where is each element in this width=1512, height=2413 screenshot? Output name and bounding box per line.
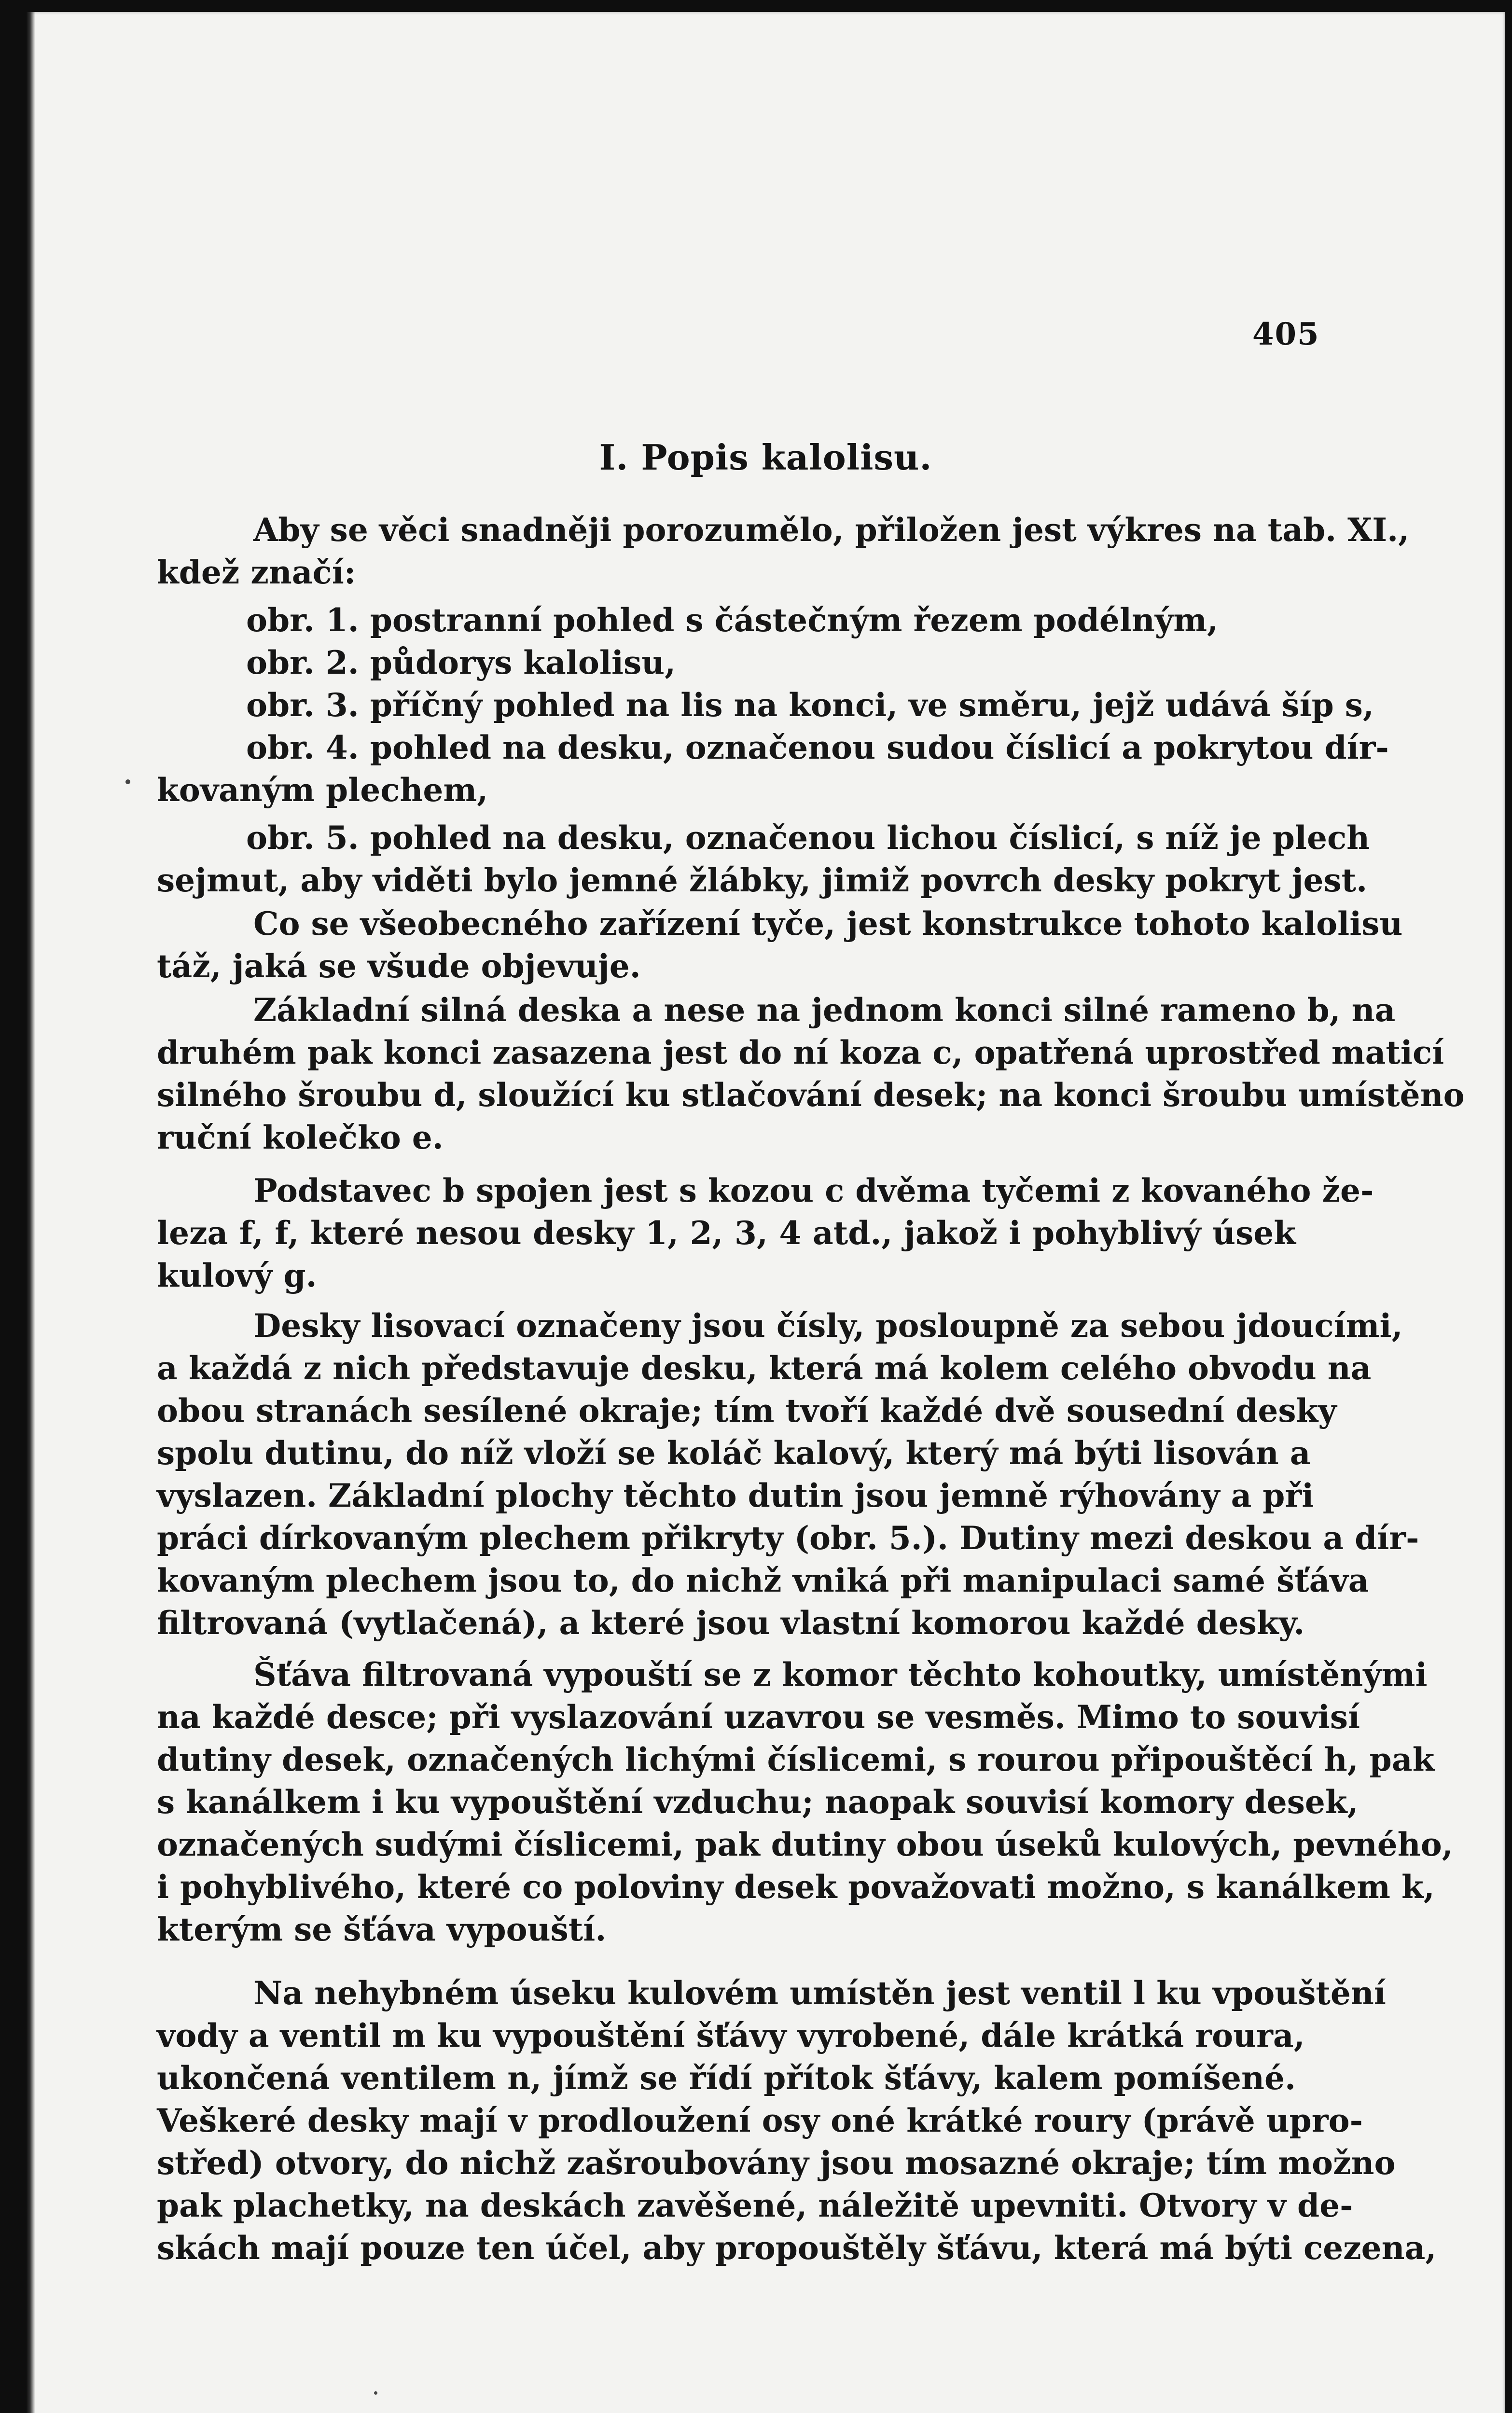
text-line: vyslazen. Základní plochy těchto dutin jsou jemně rýhovány a při	[157, 1477, 1314, 1514]
text-line: kterým se šťáva vypouští.	[157, 1911, 607, 1948]
text-line: ukončená ventilem n, jímž se řídí přítok šťávy, kalem pomíšené.	[157, 2059, 1296, 2097]
text-line: obr. 2. půdorys kalolisu,	[246, 644, 676, 681]
text-line: kovaným plechem jsou to, do nichž vniká při manipulaci samé šťáva	[157, 1562, 1369, 1599]
text-line: s kanálkem i ku vypouštění vzduchu; naopak souvisí komory desek,	[157, 1783, 1359, 1821]
text-line: silného šroubu d, sloužící ku stlačování desek; na konci šroubu umístěno	[157, 1076, 1465, 1114]
text-line: Veškeré desky mají v prodloužení osy oné krátké roury (právě upro-	[157, 2102, 1363, 2139]
text-line: ruční kolečko e.	[157, 1119, 444, 1156]
text-line: skách mají pouze ten účel, aby propouštěly šťávu, která má býti cezena,	[157, 2229, 1437, 2267]
scan-speck	[125, 779, 130, 784]
book-page	[27, 12, 1505, 2413]
text-line: leza f, f, které nesou desky 1, 2, 3, 4 atd., jakož i pohyblivý úsek	[157, 1214, 1296, 1252]
text-line: na každé desce; při vyslazování uzavrou se vesměs. Mimo to souvisí	[157, 1698, 1360, 1736]
text-line: vody a ventil m ku vypouštění šťávy vyrobené, dále krátká roura,	[157, 2017, 1305, 2054]
text-line: obr. 5. pohled na desku, označenou lichou číslicí, s níž je plech	[246, 819, 1370, 857]
text-line: Šťáva filtrovaná vypouští se z komor těchto kohoutky, umístěnými	[253, 1656, 1428, 1693]
text-line: označených sudými číslicemi, pak dutiny obou úseků kulových, pevného,	[157, 1826, 1453, 1863]
text-line: filtrovaná (vytlačená), a které jsou vlastní komorou každé desky.	[157, 1604, 1305, 1642]
text-line: střed) otvory, do nichž zašroubovány jsou mosazné okraje; tím možno	[157, 2144, 1396, 2182]
text-line: kulový g.	[157, 1257, 317, 1294]
text-line: táž, jaká se všude objevuje.	[157, 947, 641, 985]
text-line: Co se všeobecného zařízení tyče, jest konstrukce tohoto kalolisu	[253, 905, 1403, 943]
text-line: obou stranách sesílené okraje; tím tvoří každé dvě sousední desky	[157, 1392, 1337, 1429]
text-line: dutiny desek, označených lichými číslicemi, s rourou připouštěcí h, pak	[157, 1741, 1435, 1778]
text-line: a každá z nich představuje desku, která má kolem celého obvodu na	[157, 1349, 1372, 1387]
page-edge-shadow	[27, 12, 35, 2413]
text-line: práci dírkovaným plechem přikryty (obr. 5.). Dutiny mezi deskou a dír-	[157, 1519, 1419, 1557]
text-line: obr. 4. pohled na desku, označenou sudou číslicí a pokrytou dír-	[246, 729, 1389, 766]
text-line: Aby se věci snadněji porozumělo, přiložen jest výkres na tab. XI.,	[253, 511, 1410, 549]
text-line: obr. 3. příčný pohled na lis na konci, ve směru, jejž udává šíp s,	[246, 686, 1374, 724]
text-line: i pohyblivého, které co poloviny desek považovati možno, s kanálkem k,	[157, 1868, 1435, 1906]
text-line: obr. 1. postranní pohled s částečným řezem podélným,	[246, 601, 1219, 639]
text-line: Podstavec b spojen jest s kozou c dvěma tyčemi z kovaného že-	[253, 1172, 1374, 1209]
text-line: spolu dutinu, do níž vloží se koláč kalový, který má býti lisován a	[157, 1434, 1311, 1472]
scan-speck	[374, 2391, 377, 2395]
text-line: druhém pak konci zasazena jest do ní koza c, opatřená uprostřed maticí	[157, 1034, 1444, 1071]
text-line: kovaným plechem,	[157, 771, 488, 809]
text-line: sejmut, aby viděti bylo jemné žlábky, jimiž povrch desky pokryt jest.	[157, 861, 1368, 899]
page-number: 405	[1252, 316, 1320, 352]
section-heading: I. Popis kalolisu.	[599, 437, 932, 478]
text-line: pak plachetky, na deskách zavěšené, náležitě upevniti. Otvory v de-	[157, 2187, 1353, 2224]
text-line: Základní silná deska a nese na jednom konci silné rameno b, na	[253, 991, 1396, 1029]
text-line: Na nehybném úseku kulovém umístěn jest ventil l ku vpouštění	[253, 1974, 1386, 2012]
text-line: kdež značí:	[157, 554, 356, 591]
text-line: Desky lisovací označeny jsou čísly, posloupně za sebou jdoucími,	[253, 1307, 1403, 1345]
